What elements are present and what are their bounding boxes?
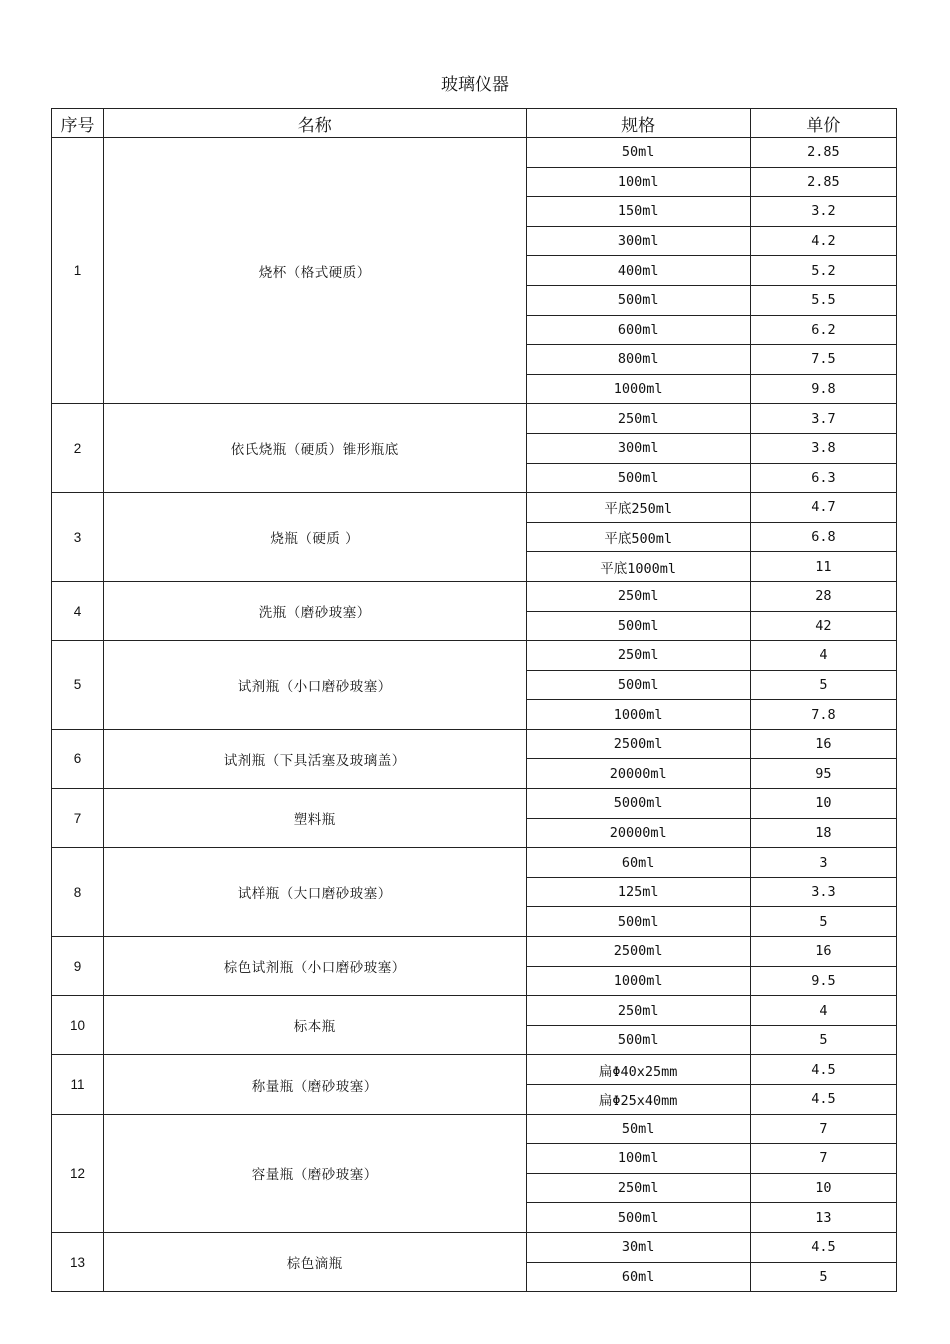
item-price: 28	[750, 581, 896, 611]
row-index: 10	[52, 996, 104, 1055]
item-price: 16	[750, 937, 896, 967]
item-spec: 100ml	[526, 167, 750, 197]
table-row	[52, 493, 897, 523]
header-name: 名称	[104, 109, 527, 138]
item-price: 6.8	[750, 522, 896, 552]
item-price: 10	[750, 789, 896, 819]
item-spec: 60ml	[526, 1262, 750, 1292]
item-name: 棕色试剂瓶（小口磨砂玻塞）	[104, 937, 527, 996]
item-spec: 60ml	[526, 848, 750, 878]
item-price: 5.2	[750, 256, 896, 286]
page-title: 玻璃仪器	[441, 75, 509, 95]
item-spec: 平底500ml	[526, 522, 750, 552]
item-price: 3.8	[750, 433, 896, 463]
item-price: 4.5	[750, 1085, 896, 1115]
item-price: 7	[750, 1144, 896, 1174]
item-price: 4.5	[750, 1055, 896, 1085]
item-price: 13	[750, 1203, 896, 1233]
item-spec: 500ml	[526, 1025, 750, 1055]
item-spec: 2500ml	[526, 729, 750, 759]
item-spec: 500ml	[526, 611, 750, 641]
row-index: 3	[52, 493, 104, 582]
item-spec: 150ml	[526, 197, 750, 227]
item-spec: 250ml	[526, 581, 750, 611]
item-spec: 1000ml	[526, 700, 750, 730]
row-index: 6	[52, 729, 104, 788]
item-name: 试样瓶（大口磨砂玻塞）	[104, 848, 527, 937]
item-spec: 5000ml	[526, 789, 750, 819]
item-price: 9.8	[750, 374, 896, 404]
item-spec: 20000ml	[526, 818, 750, 848]
item-spec: 扁Φ25x40mm	[526, 1085, 750, 1115]
table-row	[52, 581, 897, 611]
item-name: 试剂瓶（小口磨砂玻塞）	[104, 641, 527, 730]
table-row	[52, 729, 897, 759]
row-index: 9	[52, 937, 104, 996]
row-index: 2	[52, 404, 104, 493]
item-price: 5.5	[750, 285, 896, 315]
item-price: 3.3	[750, 877, 896, 907]
item-spec: 250ml	[526, 404, 750, 434]
item-spec: 500ml	[526, 1203, 750, 1233]
item-name: 棕色滴瓶	[104, 1232, 527, 1291]
item-price: 5	[750, 1025, 896, 1055]
header-index: 序号	[52, 109, 104, 138]
item-spec: 平底250ml	[526, 493, 750, 523]
table-row	[52, 641, 897, 671]
table-row	[52, 789, 897, 819]
item-price: 2.85	[750, 138, 896, 168]
item-spec: 250ml	[526, 996, 750, 1026]
row-index: 7	[52, 789, 104, 848]
item-name: 烧瓶（硬质 ）	[104, 493, 527, 582]
item-spec: 500ml	[526, 670, 750, 700]
item-price: 95	[750, 759, 896, 789]
item-spec: 800ml	[526, 345, 750, 375]
item-price: 42	[750, 611, 896, 641]
item-spec: 2500ml	[526, 937, 750, 967]
item-price: 3.2	[750, 197, 896, 227]
item-spec: 500ml	[526, 907, 750, 937]
row-index: 13	[52, 1232, 104, 1291]
item-price: 4.7	[750, 493, 896, 523]
item-spec: 100ml	[526, 1144, 750, 1174]
item-spec: 1000ml	[526, 374, 750, 404]
item-spec: 50ml	[526, 138, 750, 168]
item-name: 容量瓶（磨砂玻塞）	[104, 1114, 527, 1232]
table-row	[52, 1055, 897, 1085]
item-name: 称量瓶（磨砂玻塞）	[104, 1055, 527, 1114]
item-price: 7	[750, 1114, 896, 1144]
item-price: 4.5	[750, 1232, 896, 1262]
item-price: 11	[750, 552, 896, 582]
item-spec: 1000ml	[526, 966, 750, 996]
item-name: 试剂瓶（下具活塞及玻璃盖）	[104, 729, 527, 788]
item-spec: 50ml	[526, 1114, 750, 1144]
item-spec: 20000ml	[526, 759, 750, 789]
item-price: 7.5	[750, 345, 896, 375]
item-price: 16	[750, 729, 896, 759]
table-row	[52, 996, 897, 1026]
item-price: 4	[750, 996, 896, 1026]
item-name: 洗瓶（磨砂玻塞）	[104, 581, 527, 640]
item-name: 标本瓶	[104, 996, 527, 1055]
table-row	[52, 138, 897, 168]
item-price: 5	[750, 1262, 896, 1292]
item-spec: 扁Φ40x25mm	[526, 1055, 750, 1085]
table-body	[52, 138, 897, 1292]
row-index: 8	[52, 848, 104, 937]
item-spec: 500ml	[526, 285, 750, 315]
table-row	[52, 848, 897, 878]
row-index: 4	[52, 581, 104, 640]
item-price: 4.2	[750, 226, 896, 256]
item-spec: 400ml	[526, 256, 750, 286]
item-name: 塑料瓶	[104, 789, 527, 848]
item-spec: 250ml	[526, 641, 750, 671]
item-price: 9.5	[750, 966, 896, 996]
item-price: 6.2	[750, 315, 896, 345]
item-price: 4	[750, 641, 896, 671]
item-spec: 平底1000ml	[526, 552, 750, 582]
item-spec: 300ml	[526, 226, 750, 256]
row-index: 1	[52, 138, 104, 404]
item-price: 2.85	[750, 167, 896, 197]
item-spec: 500ml	[526, 463, 750, 493]
table-header-row	[52, 109, 897, 138]
table-row	[52, 937, 897, 967]
item-spec: 250ml	[526, 1173, 750, 1203]
header-price: 单价	[750, 109, 896, 138]
item-spec: 30ml	[526, 1232, 750, 1262]
item-spec: 300ml	[526, 433, 750, 463]
item-price: 18	[750, 818, 896, 848]
item-name: 依氏烧瓶（硬质）锥形瓶底	[104, 404, 527, 493]
price-table-viewport[interactable]	[51, 108, 897, 1285]
item-price: 5	[750, 670, 896, 700]
item-name: 烧杯（格式硬质）	[104, 138, 527, 404]
item-spec: 600ml	[526, 315, 750, 345]
header-spec: 规格	[526, 109, 750, 138]
row-index: 5	[52, 641, 104, 730]
item-spec: 125ml	[526, 877, 750, 907]
table-row	[52, 1232, 897, 1262]
item-price: 7.8	[750, 700, 896, 730]
item-price: 6.3	[750, 463, 896, 493]
item-price: 5	[750, 907, 896, 937]
row-index: 12	[52, 1114, 104, 1232]
table-row	[52, 1114, 897, 1144]
price-table	[51, 108, 897, 1292]
item-price: 3	[750, 848, 896, 878]
item-price: 3.7	[750, 404, 896, 434]
table-row	[52, 404, 897, 434]
row-index: 11	[52, 1055, 104, 1114]
item-price: 10	[750, 1173, 896, 1203]
